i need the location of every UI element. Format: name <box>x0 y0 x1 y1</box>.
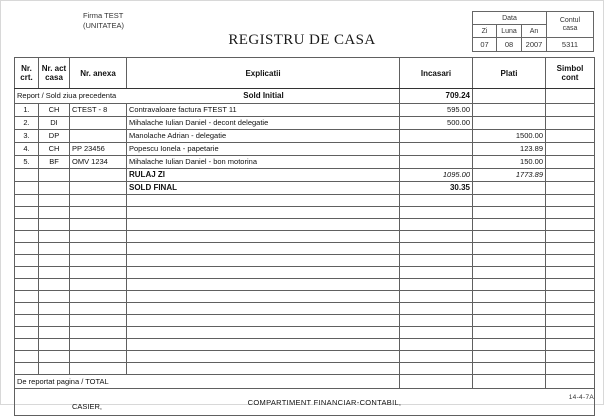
empty-cell <box>70 315 127 327</box>
date-box-values-row <box>473 38 594 52</box>
empty-cell <box>400 267 473 279</box>
cell-plati: 1500.00 <box>473 130 546 143</box>
empty-cell <box>546 363 595 375</box>
total-simbol-cell <box>546 375 595 389</box>
empty-cell <box>473 243 546 255</box>
empty-cell <box>546 339 595 351</box>
report-incasari-value: 709.24 <box>400 89 473 104</box>
column-header-nr-act-casa: Nr. act casa <box>39 58 70 89</box>
date-account-box <box>472 11 594 52</box>
empty-row <box>15 195 595 207</box>
empty-cell <box>39 255 70 267</box>
empty-cell <box>546 207 595 219</box>
empty-cell <box>70 351 127 363</box>
empty-cell <box>39 182 70 195</box>
cell-incasari: 595.00 <box>400 104 473 117</box>
empty-cell <box>127 363 400 375</box>
cell-plati: 123.89 <box>473 143 546 156</box>
empty-cell <box>127 327 400 339</box>
empty-cell <box>400 195 473 207</box>
sold-final-label: SOLD FINAL <box>127 182 400 195</box>
empty-cell <box>127 243 400 255</box>
empty-cell <box>39 303 70 315</box>
cell-explicatii: Mihalache Iulian Daniel - bon motorina <box>127 156 400 169</box>
empty-cell <box>70 327 127 339</box>
cash-register-table <box>14 57 595 416</box>
empty-cell <box>473 279 546 291</box>
empty-cell <box>15 351 39 363</box>
empty-cell <box>15 182 39 195</box>
empty-cell <box>546 351 595 363</box>
empty-cell <box>70 182 127 195</box>
empty-cell <box>400 327 473 339</box>
cell-incasari <box>400 143 473 156</box>
empty-cell <box>127 351 400 363</box>
cell-nr-anexa <box>70 130 127 143</box>
empty-cell <box>546 291 595 303</box>
day-value: 07 <box>473 38 497 52</box>
empty-cell <box>400 279 473 291</box>
empty-row <box>15 243 595 255</box>
empty-cell <box>15 255 39 267</box>
empty-cell <box>39 243 70 255</box>
cell-simbol-cont <box>546 143 595 156</box>
empty-cell <box>39 363 70 375</box>
empty-cell <box>39 219 70 231</box>
empty-cell <box>473 267 546 279</box>
empty-cell <box>15 243 39 255</box>
empty-cell <box>70 339 127 351</box>
empty-cell <box>546 231 595 243</box>
report-label-cell <box>15 89 400 104</box>
account-value: 5311 <box>547 38 594 52</box>
form-code: 14-4-7A <box>568 394 594 401</box>
empty-cell <box>39 267 70 279</box>
de-reportat-row <box>15 375 595 389</box>
year-label: An <box>522 25 547 38</box>
month-label: Luna <box>497 25 522 38</box>
empty-cell <box>70 169 127 182</box>
empty-cell <box>127 207 400 219</box>
cell-plati <box>473 117 546 130</box>
cell-nr-act-casa: CH <box>39 104 70 117</box>
cell-nr-crt: 1. <box>15 104 39 117</box>
empty-cell <box>473 255 546 267</box>
empty-row <box>15 279 595 291</box>
empty-cell <box>127 231 400 243</box>
empty-cell <box>546 243 595 255</box>
empty-cell <box>127 267 400 279</box>
empty-cell <box>400 303 473 315</box>
total-incasari-cell <box>400 375 473 389</box>
table-row <box>15 117 595 130</box>
empty-cell <box>70 255 127 267</box>
date-label: Data <box>473 12 547 25</box>
empty-row <box>15 267 595 279</box>
empty-cell <box>127 195 400 207</box>
cell-incasari <box>400 156 473 169</box>
account-label-casa: casa <box>562 24 578 32</box>
empty-cell <box>473 291 546 303</box>
empty-cell <box>473 182 546 195</box>
column-header-incasari: Incasari <box>400 58 473 89</box>
report-label: Report / Sold ziua precedenta <box>17 91 117 100</box>
empty-cell <box>70 195 127 207</box>
cell-nr-anexa: CTEST - 8 <box>70 104 127 117</box>
empty-row <box>15 339 595 351</box>
empty-cell <box>400 207 473 219</box>
empty-cell <box>39 351 70 363</box>
signature-row <box>15 389 595 416</box>
empty-cell <box>39 339 70 351</box>
empty-row <box>15 327 595 339</box>
sold-final-incasari-value: 30.35 <box>400 182 473 195</box>
empty-cell <box>15 303 39 315</box>
empty-cell <box>127 219 400 231</box>
cell-plati <box>473 104 546 117</box>
empty-cell <box>400 243 473 255</box>
rulaj-zi-label: RULAJ ZI <box>127 169 400 182</box>
empty-cell <box>546 195 595 207</box>
empty-cell <box>400 219 473 231</box>
empty-cell <box>70 363 127 375</box>
rulaj-plati-value: 1773.89 <box>473 169 546 182</box>
empty-cell <box>15 327 39 339</box>
cell-nr-anexa: OMV 1234 <box>70 156 127 169</box>
column-header-simbol-cont: Simbol cont <box>546 58 595 89</box>
empty-cell <box>546 303 595 315</box>
empty-cell <box>473 195 546 207</box>
cell-nr-anexa: PP 23456 <box>70 143 127 156</box>
empty-cell <box>70 303 127 315</box>
empty-cell <box>15 315 39 327</box>
empty-cell <box>15 267 39 279</box>
empty-cell <box>546 279 595 291</box>
compartiment-label: COMPARTIMENT FINANCIAR-CONTABIL, <box>247 397 402 407</box>
empty-cell <box>15 169 39 182</box>
empty-cell <box>473 339 546 351</box>
empty-row <box>15 207 595 219</box>
empty-cell <box>15 195 39 207</box>
cell-incasari <box>400 130 473 143</box>
empty-row <box>15 303 595 315</box>
empty-cell <box>546 315 595 327</box>
empty-cell <box>70 219 127 231</box>
report-plati-cell <box>473 89 546 104</box>
empty-cell <box>127 291 400 303</box>
cell-simbol-cont <box>546 117 595 130</box>
cell-nr-act-casa: CH <box>39 143 70 156</box>
empty-cell <box>473 363 546 375</box>
cell-nr-crt: 4. <box>15 143 39 156</box>
rulaj-incasari-value: 1095.00 <box>400 169 473 182</box>
sold-final-row <box>15 182 595 195</box>
cell-nr-act-casa: DP <box>39 130 70 143</box>
empty-cell <box>473 351 546 363</box>
table-row <box>15 104 595 117</box>
empty-cell <box>546 327 595 339</box>
empty-cell <box>473 231 546 243</box>
empty-cell <box>39 207 70 219</box>
empty-cell <box>546 182 595 195</box>
empty-row <box>15 351 595 363</box>
empty-row <box>15 363 595 375</box>
day-label: Zi <box>473 25 497 38</box>
empty-cell <box>39 327 70 339</box>
table-row <box>15 156 595 169</box>
date-box-header-row <box>473 12 594 25</box>
month-value: 08 <box>497 38 522 52</box>
column-header-nr-anexa: Nr. anexa <box>70 58 127 89</box>
empty-cell <box>39 231 70 243</box>
empty-cell <box>15 219 39 231</box>
account-label-contul: Contul <box>559 16 581 24</box>
column-header-explicatii: Explicatii <box>127 58 400 89</box>
firm-unit-label: (UNITATEA) <box>83 21 124 30</box>
empty-cell <box>70 267 127 279</box>
de-reportat-label: De reportat pagina / TOTAL <box>15 375 400 389</box>
empty-row <box>15 291 595 303</box>
cell-explicatii: Popescu Ionela - papetarie <box>127 143 400 156</box>
empty-cell <box>127 315 400 327</box>
empty-row <box>15 219 595 231</box>
cell-nr-act-casa: DI <box>39 117 70 130</box>
total-plati-cell <box>473 375 546 389</box>
empty-row <box>15 315 595 327</box>
document-title: REGISTRU DE CASA <box>228 32 376 48</box>
cell-simbol-cont <box>546 130 595 143</box>
rulaj-zi-row <box>15 169 595 182</box>
empty-cell <box>473 327 546 339</box>
empty-cell <box>473 219 546 231</box>
empty-cell <box>400 363 473 375</box>
cell-nr-anexa <box>70 117 127 130</box>
sold-initial-label: Sold Initial <box>243 91 284 100</box>
firm-block <box>83 11 124 31</box>
account-label-cell <box>547 12 594 38</box>
empty-cell <box>39 291 70 303</box>
empty-cell <box>127 303 400 315</box>
empty-cell <box>400 339 473 351</box>
empty-cell <box>400 255 473 267</box>
empty-cell <box>400 351 473 363</box>
cell-incasari: 500.00 <box>400 117 473 130</box>
cell-nr-crt: 3. <box>15 130 39 143</box>
report-row <box>15 89 595 104</box>
empty-cell <box>127 255 400 267</box>
column-header-nr-crt: Nr. crt. <box>15 58 39 89</box>
cell-simbol-cont <box>546 156 595 169</box>
empty-cell <box>546 219 595 231</box>
empty-cell <box>15 363 39 375</box>
empty-cell <box>15 231 39 243</box>
cell-nr-crt: 2. <box>15 117 39 130</box>
empty-cell <box>39 315 70 327</box>
casier-label: CASIER, <box>72 402 103 411</box>
cell-plati: 150.00 <box>473 156 546 169</box>
empty-cell <box>39 279 70 291</box>
empty-cell <box>546 267 595 279</box>
empty-cell <box>546 169 595 182</box>
empty-row <box>15 255 595 267</box>
column-header-plati: Plati <box>473 58 546 89</box>
empty-cell <box>39 195 70 207</box>
firm-name: Firma TEST <box>83 11 124 20</box>
signature-cell <box>15 389 595 416</box>
cell-explicatii: Mihalache Iulian Daniel - decont delegatie <box>127 117 400 130</box>
empty-cell <box>546 255 595 267</box>
empty-cell <box>400 315 473 327</box>
empty-cell <box>473 207 546 219</box>
year-value: 2007 <box>522 38 547 52</box>
empty-cell <box>15 207 39 219</box>
empty-cell <box>70 231 127 243</box>
report-simbol-cell <box>546 89 595 104</box>
cell-nr-act-casa: BF <box>39 156 70 169</box>
empty-cell <box>70 243 127 255</box>
cell-simbol-cont <box>546 104 595 117</box>
empty-cell <box>400 231 473 243</box>
empty-cell <box>400 291 473 303</box>
empty-row <box>15 231 595 243</box>
empty-cell <box>70 207 127 219</box>
empty-cell <box>39 169 70 182</box>
empty-cell <box>127 339 400 351</box>
table-header-row <box>15 58 595 89</box>
cell-nr-crt: 5. <box>15 156 39 169</box>
table-row <box>15 143 595 156</box>
cell-explicatii: Manolache Adrian - delegatie <box>127 130 400 143</box>
empty-cell <box>70 291 127 303</box>
cell-explicatii: Contravaloare factura FTEST 11 <box>127 104 400 117</box>
empty-cell <box>15 339 39 351</box>
empty-cell <box>127 279 400 291</box>
empty-cell <box>473 303 546 315</box>
empty-cell <box>15 279 39 291</box>
empty-cell <box>473 315 546 327</box>
table-row <box>15 130 595 143</box>
empty-cell <box>70 279 127 291</box>
empty-cell <box>15 291 39 303</box>
